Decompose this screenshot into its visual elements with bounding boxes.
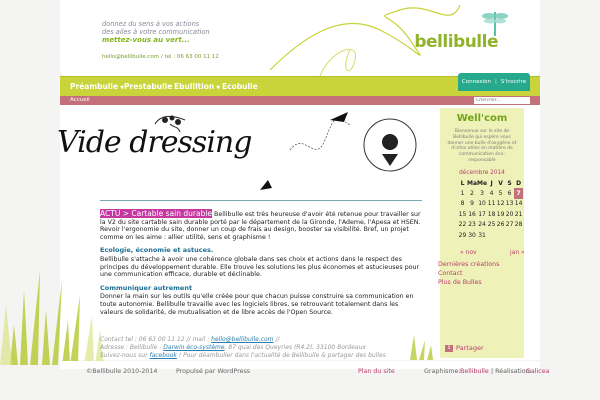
category-tag[interactable]: ACTU > Cartable sain durable <box>100 209 213 218</box>
login-link[interactable]: Connexion <box>461 79 491 85</box>
calendar-day: 23 <box>468 221 476 229</box>
contact-phone-text: Contact tel : 06 63 00 11 12 // mail : <box>100 336 210 343</box>
header-tagline <box>102 20 210 44</box>
calendar-week <box>458 199 523 210</box>
section-1-body: Bellibulle s'attache à avoir une cohérence globale dans ses choix et actions dans le respect des principes du développement durable. Elle trouve les solutions les plus économes et astucieuses pour une communication efficace, durable et déclinable. <box>100 255 420 279</box>
footer-powered[interactable]: Propulsé par WordPress <box>176 368 251 375</box>
calendar-day: 13 <box>505 200 514 208</box>
calendar-day: 20 <box>505 210 514 218</box>
calendar-week <box>458 220 523 231</box>
calendar-week <box>458 230 523 241</box>
calendar-day: 27 <box>505 221 514 229</box>
hero-title: Vide dressing <box>57 125 252 160</box>
calendar-day: 29 <box>458 231 467 239</box>
calendar-day: 9 <box>470 200 474 208</box>
weekday: D <box>516 179 522 187</box>
calendar-day: 2 <box>470 189 474 197</box>
site-logo[interactable]: bellibulle <box>414 32 498 52</box>
contact-line-2 <box>100 344 430 352</box>
contact-line-1 <box>100 336 430 344</box>
share-icon: ↕ <box>446 345 452 351</box>
breadcrumb-home[interactable]: Accueil <box>70 97 90 103</box>
calendar-day: 10 <box>478 200 486 208</box>
weekday: J <box>490 179 493 187</box>
facebook-link[interactable]: facebook <box>149 351 177 359</box>
nav-label: Préambulle <box>70 82 119 91</box>
footer-realisation-link[interactable]: Galicea <box>526 368 550 375</box>
register-link[interactable]: S'inscrire <box>500 79 527 85</box>
follow-suffix: ! Pour déambuller dans l'actualité de Bellibulle & partager des bulles <box>178 351 386 359</box>
search-input[interactable] <box>474 97 530 104</box>
section-2-body: Donner la main sur les outils qu'elle créée pour que chacun puisse construire sa communication en toute autonomie. Bellibulle travaille avec les logiciels libres, se retrouvant totalement dans les valeurs de solidarité, de mutualisation et de libre accès de l'Open Source. <box>100 293 414 316</box>
sidebar-links <box>438 260 518 287</box>
calendar-week <box>458 188 523 199</box>
calendar-week <box>458 209 523 220</box>
calendar-day-empty <box>505 230 514 241</box>
article-body <box>100 210 422 316</box>
weekday: L <box>460 179 465 187</box>
grass-decoration-right <box>405 330 445 360</box>
weekday: V <box>498 179 503 187</box>
calendar-day: 16 <box>468 210 476 218</box>
hero-divider <box>100 200 422 201</box>
calendar-day: 24 <box>478 221 486 229</box>
calendar-day: 21 <box>514 210 523 218</box>
article-intro-paragraph <box>100 210 422 241</box>
calendar <box>458 178 523 241</box>
contact-separator: // <box>275 336 280 343</box>
calendar-day: 11 <box>487 200 496 208</box>
footer-copyright: ©Bellibulle 2010-2014 <box>86 368 158 375</box>
chevron-down-icon: ▼ <box>120 85 124 91</box>
share-button[interactable] <box>445 344 484 352</box>
calendar-day: 22 <box>458 221 467 229</box>
nav-item-preambulle[interactable] <box>70 82 124 91</box>
calendar-day: 3 <box>480 189 484 197</box>
calendar-day-today[interactable]: 7 <box>514 188 523 199</box>
calendar-day: 19 <box>496 210 505 218</box>
sidebar-link-contact[interactable]: Contact <box>438 270 463 277</box>
weekday: S <box>507 179 512 187</box>
calendar-day-empty <box>514 230 523 241</box>
article-intro: Bellibulle est très heureuse d'avoir été retenue pour travailler sur la V2 du site cartable sain durable porté par le département de la Gironde, l'Ademe, l'Apesa et HSEN. Revoir l'ergonomie du site, donner un coup de frais au design, booster sa visibilité. Bref, un projet comme on les aime : allier utilité, sens et graphisme ! <box>100 211 421 241</box>
header-contact: hello@bellibulle.com / tel : 06 63 00 11 12 <box>102 54 219 60</box>
contact-line-3 <box>100 352 430 360</box>
calendar-day: 18 <box>487 210 496 218</box>
calendar-day: 1 <box>460 189 465 197</box>
sidebar-link-creations[interactable]: Dernières créations <box>438 261 500 268</box>
section-1-title: Ecologie, économie et astuces. <box>100 246 214 255</box>
calendar-weekdays <box>458 178 523 188</box>
nav-label: Ecobulle <box>222 82 258 91</box>
calendar-day: 14 <box>514 200 523 208</box>
darwin-link[interactable]: Darwin éco-système <box>163 343 225 351</box>
weekday: Me <box>477 179 488 187</box>
sidebar-link-plus[interactable]: Plus de Bulles <box>438 279 482 286</box>
weekday: Ma <box>467 179 478 187</box>
main-nav <box>60 76 540 96</box>
calendar-day: 6 <box>507 189 512 197</box>
footer-graphism-label: Graphisme: <box>424 368 461 375</box>
calendar-day: 12 <box>496 200 505 208</box>
nav-item-prestabulle[interactable] <box>124 82 172 91</box>
login-tab <box>458 73 530 91</box>
calendar-day: 15 <box>458 210 467 218</box>
share-label: Partager <box>456 344 484 352</box>
tagline-line-1: donnez du sens à vos actions <box>102 20 200 28</box>
calendar-day: 5 <box>498 189 503 197</box>
nav-label: Ebullition <box>174 82 215 91</box>
calendar-day-empty <box>496 230 505 241</box>
footer-sitemap[interactable]: Plan du site <box>358 368 395 375</box>
calendar-day-empty <box>487 230 496 241</box>
sidebar-title: Well'com <box>456 113 508 124</box>
contact-address: , 87 quai des Queyries (R4.2), 33100 Bordeaux <box>224 343 366 351</box>
calendar-day: 8 <box>460 200 465 208</box>
tagline-line-3: mettez-vous au vert... <box>102 36 190 44</box>
footer-realisation-label: | Réalisation: <box>491 368 532 375</box>
sidebar-intro: Bienvenue sur le site de Bellibulle qui espère vous donner une bulle d'oxygène et d'infos utiles en matière de communication éco-responsable <box>447 129 517 163</box>
calendar-day: 25 <box>487 221 496 229</box>
contact-address-prefix: Adresse : Bellibulle - <box>100 343 162 351</box>
calendar-month: décembre 2014 <box>459 170 505 176</box>
calendar-day: 30 <box>468 231 476 239</box>
contact-email-link[interactable]: hello@bellibulle.com <box>211 336 274 343</box>
chevron-down-icon: ▼ <box>216 85 221 91</box>
article-contact <box>100 336 430 359</box>
calendar-day: 4 <box>489 189 494 197</box>
follow-prefix: Suivez-nous sur <box>100 351 148 359</box>
tagline-line-2: des ailes à votre communication <box>102 28 210 36</box>
section-2-title: Communiquer autrement <box>100 283 193 292</box>
login-separator: | <box>495 79 497 85</box>
breadcrumb-bar <box>60 96 540 105</box>
calendar-day: 31 <box>478 231 486 239</box>
nav-item-ebullition[interactable] <box>174 82 220 91</box>
calendar-day: 26 <box>496 221 505 229</box>
calendar-prev-link[interactable]: « nov <box>460 249 477 256</box>
calendar-day: 28 <box>514 221 523 229</box>
calendar-next-link[interactable]: jan » <box>510 249 525 256</box>
nav-item-ecobulle[interactable] <box>222 82 258 91</box>
site-header <box>60 0 540 76</box>
calendar-day: 17 <box>478 210 486 218</box>
nav-label: Prestabulle <box>124 82 173 91</box>
footer-graphism-link[interactable]: Bellibulle <box>460 368 489 375</box>
